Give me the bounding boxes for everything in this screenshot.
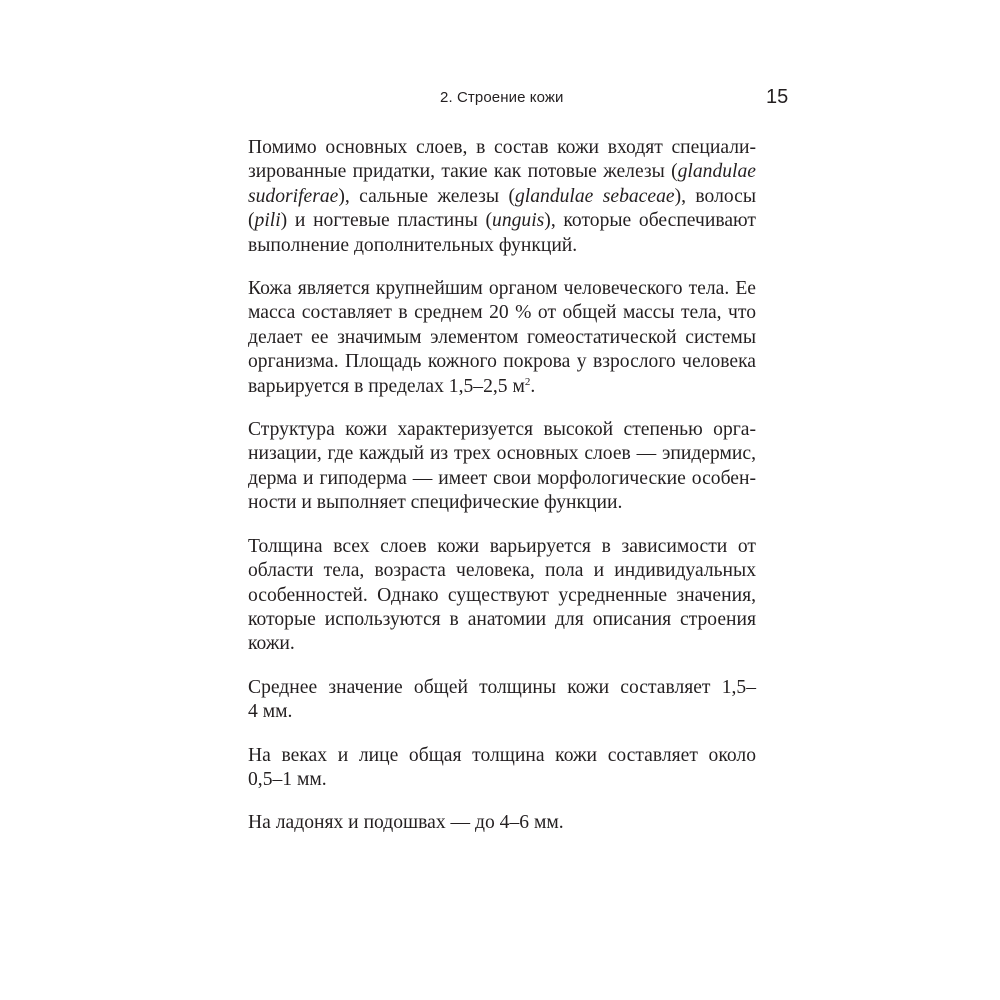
latin-term: unguis (492, 210, 545, 232)
text-line: варьируется в пределах 1,5–2,5 $м^2$. (248, 375, 536, 397)
text-line: области тела, возраста человека, пола и индивидуальных (248, 560, 756, 582)
running-title: 2. Строение кожи (440, 89, 564, 106)
text-line: 4 мм. (248, 701, 293, 723)
body-text (248, 136, 756, 855)
latin-term: glandulae (677, 161, 756, 183)
paragraph-average-thickness (248, 676, 756, 725)
text-line: особенностей. Однако существуют усредненные значения, (248, 584, 756, 606)
text-line: (pili) и ногтевые пластины (unguis), которые обеспечивают (248, 210, 756, 232)
paragraph-palms-soles (248, 811, 756, 835)
text-line: Кожа является крупнейшим органом человеческого тела. Ее (248, 278, 756, 300)
page-number: 15 (766, 86, 789, 108)
text-line: На веках и лице общая толщина кожи составляет около (248, 744, 756, 766)
text-line: 0,5–1 мм. (248, 768, 327, 790)
text-line: зированные придатки, такие как потовые железы (glandulae (248, 161, 756, 183)
latin-term: glandulae sebaceae (514, 185, 675, 207)
text-line: делает ее значимым элементом гомеостатической системы (248, 326, 756, 348)
text-line: низации, где каждый из трех основных слоев — эпидермис, (248, 443, 756, 465)
text-line: Среднее значение общей толщины кожи составляет 1,5– (248, 676, 756, 698)
superscript: 2 (524, 375, 531, 388)
paragraph-thickness (248, 535, 756, 657)
text-line: sudoriferae), сальные железы (glandulae sebaceae), волосы (248, 185, 756, 207)
text-line: дерма и гиподерма — имеет свои морфологические особен- (248, 467, 756, 489)
paragraph-eyelids-face (248, 744, 756, 793)
text-line: ности и выполняет специфические функции. (248, 492, 623, 514)
paragraph-structure (248, 418, 756, 516)
text-line: которые используются в анатомии для описания строения (248, 608, 756, 630)
text-line: кожи. (248, 633, 295, 655)
text-line: На ладонях и подошвах — до 4–6 мм. (248, 812, 564, 834)
latin-term: sudoriferae (248, 185, 339, 207)
text-line: масса составляет в среднем 20 % от общей массы тела, что (248, 302, 756, 324)
paragraph-appendages (248, 136, 756, 258)
paragraph-largest-organ (248, 277, 756, 399)
text-line: выполнение дополнительных функций. (248, 234, 578, 256)
text-line: организма. Площадь кожного покрова у взрослого человека (248, 351, 756, 373)
latin-term: pili (254, 210, 281, 232)
text-line: Толщина всех слоев кожи варьируется в зависимости от (248, 535, 756, 557)
text-line: Структура кожи характеризуется высокой степенью орга- (248, 419, 756, 441)
text-line: Помимо основных слоев, в состав кожи входят специали- (248, 137, 756, 158)
